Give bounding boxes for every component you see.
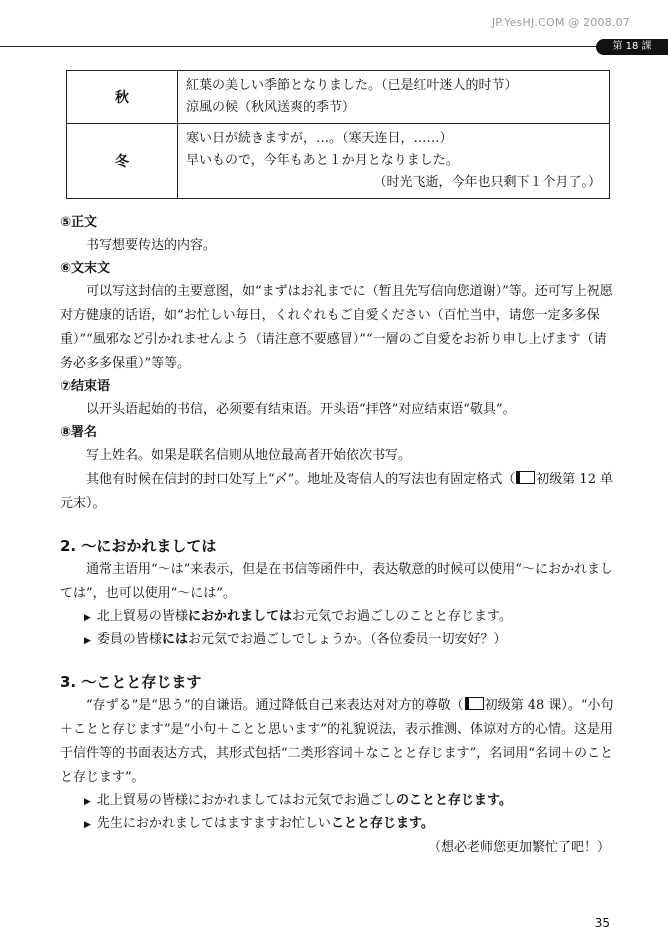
phrase-line: 寒い日が続きますが，…。（寒天连日，……） — [186, 131, 453, 146]
triangle-bullet-icon: ▶ — [84, 613, 91, 623]
section-heading: ⑥文末文 — [60, 261, 111, 276]
grammar-title: 2. ～におかれましては — [60, 537, 217, 555]
phrase-line: 早いもので，今年もあと１か月となりました。 — [186, 153, 459, 168]
example-sentence: ▶ 北上貿易の皆様におかれましてはお元気でお過ごしのことと存じます。 — [84, 609, 512, 624]
body-text: 初级第 12 单元末）。 — [60, 472, 614, 511]
page-number: 35 — [594, 916, 610, 930]
section-heading: ⑧署名 — [60, 425, 98, 440]
book-reference-icon — [465, 697, 484, 710]
table-row — [67, 71, 610, 124]
section-body: 可以写这封信的主要意图，如“まずはお礼までに（暂且先写信向您道谢）”等。还可写上祝愿对方健康的话语，如“お忙しい毎日，くれぐれもご自愛ください（百忙当中，请您一定多多保重）”“風邪など引かれませんよう（请注意不要感冒）”“一層のご自愛をお祈り申し上げます（请务必多多保重）”等等。 — [60, 284, 613, 371]
triangle-bullet-icon: ▶ — [84, 636, 91, 646]
season-winter-phrases — [178, 124, 610, 199]
season-autumn-phrases — [178, 71, 610, 124]
triangle-bullet-icon: ▶ — [84, 797, 91, 807]
example-sentence: ▶ 委員の皆様にはお元気でお過ごしでしょうか。（各位委员一切安好？） — [84, 632, 507, 647]
season-autumn: 秋 — [67, 71, 178, 124]
lesson-tab: 第 18 課 — [596, 39, 668, 55]
grammar-body: “存ずる”是“思う”的自谦语。通过降低自己来表达对对方的尊敬（ 初级第 48 课）。“小句＋ことと存じます”是“小句＋ことと思います”的礼貌说法，表示推测、体谅对方的心情。这是用于信件等的书面表达方式，其形式包括“二类形容词＋なことと存じます”，名词用“名词＋のことと存じます”。 — [60, 698, 614, 785]
main-content — [60, 212, 616, 860]
watermark: JP.YesHJ.COM @ 2008.07 — [491, 16, 630, 29]
season-greetings-table — [66, 70, 610, 199]
section-heading: ⑦结束语 — [60, 379, 111, 394]
season-winter: 冬 — [67, 124, 178, 199]
body-text: 其他有时候在信封的封口处写上“〆”。地址及寄信人的写法也有固定格式（ — [86, 472, 516, 487]
phrase-line: 涼風の候（秋风送爽的季节） — [186, 100, 356, 115]
phrase-translation: （时光飞逝，今年也只剩下１个月了。） — [373, 175, 601, 190]
grammar-title: 3. ～ことと存じます — [60, 673, 202, 691]
section-body: 书写想要传达的内容。 — [86, 238, 217, 253]
table-row — [67, 124, 610, 199]
triangle-bullet-icon: ▶ — [84, 820, 91, 830]
example-sentence: ▶ 先生におかれましてはますますお忙しいことと存じます。 — [84, 816, 434, 831]
example-sentence: ▶ 北上貿易の皆様におかれましてはお元気でお過ごしのことと存じます。 — [84, 793, 512, 808]
book-reference-icon — [516, 471, 535, 484]
phrase-line: 紅葉の美しい季節となりました。（已是红叶迷人的时节） — [186, 78, 518, 93]
section-body — [60, 468, 616, 516]
example-translation: （想必老师您更加繁忙了吧！） — [427, 840, 610, 855]
header-rule — [0, 46, 596, 47]
section-body: 写上姓名。如果是联名信则从地位最高者开始依次书写。 — [86, 448, 412, 463]
section-body: 以开头语起始的书信，必须要有结束语。开头语“拝啓”对应结束语“敬具”。 — [86, 402, 516, 417]
grammar-body: 通常主语用“～は”来表示，但是在书信等函件中，表达敬意的时候可以使用“～におかれましては”，也可以使用“～には”。 — [60, 562, 613, 601]
section-heading: ⑤正文 — [60, 215, 98, 230]
